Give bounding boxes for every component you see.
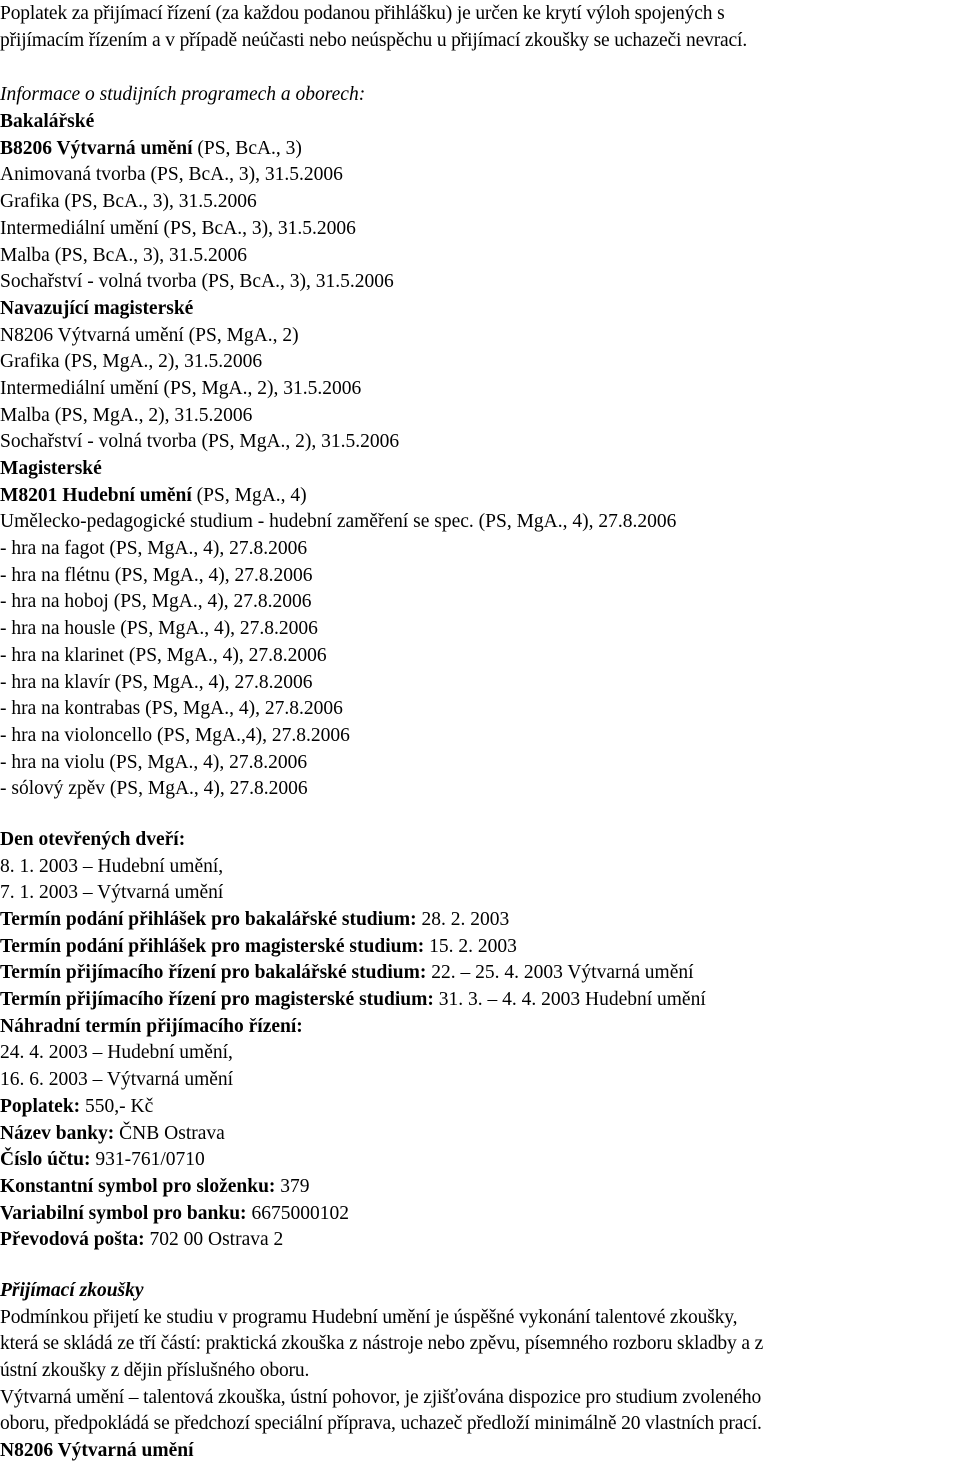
list-item: Umělecko-pedagogické studium - hudební zaměření se spec. (PS, MgA., 4), 27.8.2006 bbox=[0, 511, 677, 533]
open-day-date: 7. 1. 2003 – Výtvarná umění bbox=[0, 882, 224, 904]
master-label: Magisterské bbox=[0, 458, 102, 479]
open-day-label: Den otevřených dveří: bbox=[0, 828, 186, 850]
list-item: - hra na flétnu (PS, MgA., 4), 27.8.2006 bbox=[0, 564, 313, 586]
exams-paragraph-line: Podmínkou přijetí ke studiu v programu Hudební umění je úspěšné vykonání talentové zkoušky, bbox=[0, 1306, 738, 1328]
alternative-date: 16. 6. 2003 – Výtvarná umění bbox=[0, 1069, 234, 1091]
constant-symbol-row: Konstantní symbol pro složenku: 379 bbox=[0, 1175, 310, 1197]
follow-up-master-fields bbox=[0, 349, 958, 456]
exams-paragraph-line: oboru, předpokládá se předchozí speciální příprava, uchazeč předloží minimálně 20 vlastních prací. bbox=[0, 1413, 762, 1435]
program-details: (PS, MgA., 4) bbox=[191, 484, 307, 506]
list-item: - hra na housle (PS, MgA., 4), 27.8.2006 bbox=[0, 618, 318, 640]
deadline-bachelor: Termín podání přihlášek pro bakalářské studium: 28. 2. 2003 bbox=[0, 909, 510, 930]
intro-line: přijímacím řízením a v případě neúčasti nebo neúspěchu u přijímací zkoušky se uchazeči nevrací. bbox=[0, 29, 748, 51]
program-name: M8201 Hudební umění bbox=[0, 484, 192, 506]
post-office-row: Převodová pošta: 702 00 Ostrava 2 bbox=[0, 1229, 284, 1251]
exams-program-footer: N8206 Výtvarná umění bbox=[0, 1440, 194, 1462]
list-item: - hra na violoncello (PS, MgA.,4), 27.8.2006 bbox=[0, 724, 350, 746]
open-day-date: 8. 1. 2003 – Hudební umění, bbox=[0, 855, 224, 877]
exams-paragraph-line: která se skládá ze tří částí: praktická zkouška z nástroje nebo zpěvu, písemného rozboru skladby a z bbox=[0, 1333, 764, 1355]
program-details: (PS, BcA., 3) bbox=[192, 137, 302, 159]
list-item: Animovaná tvorba (PS, BcA., 3), 31.5.2006 bbox=[0, 164, 343, 186]
list-item: Sochařství - volná tvorba (PS, BcA., 3), 31.5.2006 bbox=[0, 271, 394, 293]
list-item: Sochařství - volná tvorba (PS, MgA., 2), 31.5.2006 bbox=[0, 431, 400, 453]
list-item: - hra na hoboj (PS, MgA., 4), 27.8.2006 bbox=[0, 591, 312, 613]
deadline-master: Termín podání přihlášek pro magisterské studium: 15. 2. 2003 bbox=[0, 935, 517, 957]
account-row: Číslo účtu: 931-761/0710 bbox=[0, 1149, 205, 1171]
intro-paragraph bbox=[0, 0, 958, 54]
entrance-exams-section bbox=[0, 1278, 958, 1465]
admission-bachelor: Termín přijímacího řízení pro bakalářské studium: 22. – 25. 4. 2003 Výtvarná umění bbox=[0, 962, 694, 984]
exams-heading: Přijímací zkoušky bbox=[0, 1279, 144, 1301]
follow-up-master-label: Navazující magisterské bbox=[0, 297, 194, 319]
list-item: Malba (PS, MgA., 2), 31.5.2006 bbox=[0, 404, 253, 426]
intro-line: Poplatek za přijímací řízení (za každou podanou přihlášku) je určen ke krytí výloh spojených s bbox=[0, 3, 725, 24]
admission-master: Termín přijímacího řízení pro magisterské studium: 31. 3. – 4. 4. 2003 Hudební umění bbox=[0, 989, 706, 1011]
list-item: Malba (PS, BcA., 3), 31.5.2006 bbox=[0, 244, 247, 266]
programs-section bbox=[0, 82, 958, 803]
variable-symbol-row: Variabilní symbol pro banku: 6675000102 bbox=[0, 1202, 349, 1224]
bank-row: Název banky: ČNB Ostrava bbox=[0, 1122, 225, 1144]
list-item: - hra na fagot (PS, MgA., 4), 27.8.2006 bbox=[0, 538, 308, 560]
fee-row: Poplatek: 550,- Kč bbox=[0, 1095, 154, 1117]
list-item: - hra na kontrabas (PS, MgA., 4), 27.8.2006 bbox=[0, 698, 343, 720]
list-item: - hra na klavír (PS, MgA., 4), 27.8.2006 bbox=[0, 671, 313, 693]
list-item: Grafika (PS, BcA., 3), 31.5.2006 bbox=[0, 191, 257, 213]
follow-up-master-program: N8206 Výtvarná umění (PS, MgA., 2) bbox=[0, 324, 299, 346]
alternative-date-label: Náhradní termín přijímacího řízení: bbox=[0, 1015, 303, 1037]
programs-heading: Informace o studijních programech a oborech: bbox=[0, 84, 366, 106]
bachelor-label: Bakalářské bbox=[0, 111, 95, 133]
bachelor-fields bbox=[0, 162, 958, 295]
list-item: Intermediální umění (PS, MgA., 2), 31.5.2006 bbox=[0, 377, 362, 399]
master-program bbox=[0, 483, 958, 510]
exams-paragraph-line: Výtvarná umění – talentová zkouška, ústní pohovor, je zjišťována dispozice pro studium zvoleného bbox=[0, 1386, 762, 1408]
list-item: - hra na violu (PS, MgA., 4), 27.8.2006 bbox=[0, 751, 308, 773]
alternative-date: 24. 4. 2003 – Hudební umění, bbox=[0, 1042, 233, 1064]
list-item: Intermediální umění (PS, BcA., 3), 31.5.2006 bbox=[0, 217, 356, 239]
list-item: - hra na klarinet (PS, MgA., 4), 27.8.2006 bbox=[0, 644, 327, 666]
admission-info bbox=[0, 827, 958, 1254]
exams-paragraph-line: ústní zkoušky z dějin příslušného oboru. bbox=[0, 1360, 310, 1381]
list-item: - sólový zpěv (PS, MgA., 4), 27.8.2006 bbox=[0, 778, 308, 800]
list-item: Grafika (PS, MgA., 2), 31.5.2006 bbox=[0, 351, 263, 373]
bachelor-program bbox=[0, 136, 958, 163]
program-name: B8206 Výtvarná umění bbox=[0, 137, 193, 159]
master-fields bbox=[0, 509, 958, 803]
